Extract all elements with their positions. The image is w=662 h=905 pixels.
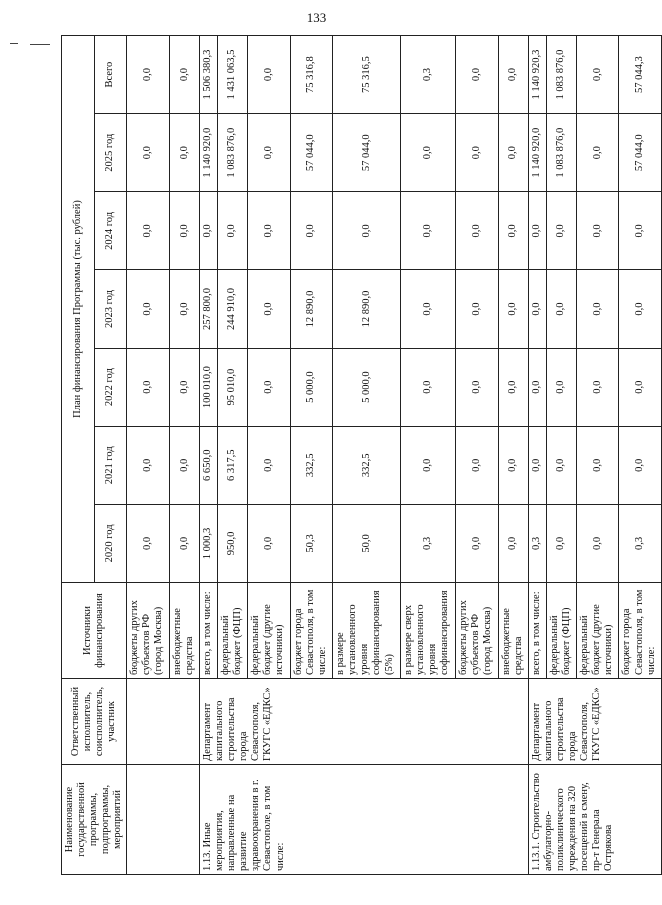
year-value: 0,0	[127, 114, 170, 192]
total-value: 1 431 063,5	[217, 36, 247, 114]
year-value: 332,5	[333, 426, 401, 504]
table-row	[200, 36, 218, 875]
total-value: 0,3	[400, 36, 455, 114]
funding-source: внебюджетные средства	[169, 583, 199, 679]
total-value: 0,0	[169, 36, 199, 114]
year-value: 0,0	[127, 504, 170, 582]
year-value: 0,0	[290, 192, 333, 270]
total-value: 1 083 876,0	[546, 36, 576, 114]
total-value: 0,0	[576, 36, 619, 114]
year-value: 0,0	[546, 504, 576, 582]
year-value: 0,0	[456, 348, 499, 426]
total-value: 0,0	[247, 36, 290, 114]
header-year: 2021 год	[94, 426, 127, 504]
year-value: 0,0	[127, 348, 170, 426]
year-value: 0,0	[169, 270, 199, 348]
header-name: Наименование государственной программы, подпрограммы, мероприятий	[62, 765, 127, 875]
year-value: 0,0	[576, 270, 619, 348]
header-year: 2025 год	[94, 114, 127, 192]
header-sources: Источники финансирования	[62, 583, 127, 679]
header-year: 2020 год	[94, 504, 127, 582]
header-year: 2022 год	[94, 348, 127, 426]
rotated-table-container	[61, 35, 657, 875]
year-value: 6 650,0	[200, 426, 218, 504]
year-value: 57 044,0	[333, 114, 401, 192]
table-row	[127, 36, 170, 875]
year-value: 0,0	[247, 114, 290, 192]
year-value: 0,0	[498, 114, 528, 192]
total-value: 75 316,8	[290, 36, 333, 114]
measure-name: 1.13. Иные мероприятия, направленные на развитие здравоохранения в г. Севастополе, в том числе:	[200, 765, 529, 875]
year-value: 0,0	[576, 348, 619, 426]
year-value: 0,0	[200, 192, 218, 270]
year-value: 0,0	[619, 270, 662, 348]
scan-mark	[10, 43, 18, 44]
year-value: 244 910,0	[217, 270, 247, 348]
year-value: 0,0	[619, 348, 662, 426]
year-value: 0,0	[528, 426, 546, 504]
year-value: 0,0	[528, 270, 546, 348]
year-value: 0,0	[546, 426, 576, 504]
funding-source: бюджет города Севастополя, в том числе:	[619, 583, 662, 679]
financing-table	[61, 35, 662, 875]
year-value: 332,5	[290, 426, 333, 504]
responsible-party: Департамент капитального строительства города Севастополя, ГКУГС «ЕДКС»	[528, 679, 661, 765]
year-value: 1 140 920,0	[200, 114, 218, 192]
year-value: 0,0	[169, 114, 199, 192]
responsible-party	[127, 679, 200, 765]
year-value: 12 890,0	[290, 270, 333, 348]
year-value: 0,0	[247, 426, 290, 504]
year-value: 0,0	[127, 192, 170, 270]
year-value: 0,0	[333, 192, 401, 270]
year-value: 0,0	[546, 192, 576, 270]
year-value: 0,0	[498, 270, 528, 348]
header-row	[62, 36, 95, 875]
year-value: 1 083 876,0	[546, 114, 576, 192]
year-value: 6 317,5	[217, 426, 247, 504]
total-value: 1 140 920,3	[528, 36, 546, 114]
total-value: 57 044,3	[619, 36, 662, 114]
year-value: 12 890,0	[333, 270, 401, 348]
year-value: 1 000,3	[200, 504, 218, 582]
year-value: 1 083 876,0	[217, 114, 247, 192]
year-value: 0,0	[127, 270, 170, 348]
funding-source: бюджеты других субъектов РФ (город Москва)	[456, 583, 499, 679]
funding-source: федеральный бюджет (другие источники)	[576, 583, 619, 679]
year-value: 0,0	[576, 426, 619, 504]
measure-name: 1.13.1. Строительство амбулаторно-поликлинического учреждения на 320 посещений в смену, пр-т Генерала Острякова	[528, 765, 661, 875]
year-value: 57 044,0	[619, 114, 662, 192]
scan-mark	[30, 44, 50, 45]
year-value: 0,0	[576, 192, 619, 270]
year-value: 950,0	[217, 504, 247, 582]
year-value: 0,0	[127, 426, 170, 504]
year-value: 0,0	[400, 348, 455, 426]
funding-source: в размере сверх установленного уровня софинансирования	[400, 583, 455, 679]
measure-name	[127, 765, 200, 875]
year-value: 5 000,0	[290, 348, 333, 426]
header-year: 2023 год	[94, 270, 127, 348]
funding-source: бюджет города Севастополя, в том числе:	[290, 583, 333, 679]
header-responsible: Ответственный исполнитель, соисполнитель, участник	[62, 679, 127, 765]
year-value: 0,0	[619, 192, 662, 270]
year-value: 0,0	[169, 426, 199, 504]
year-value: 0,0	[247, 348, 290, 426]
year-value: 0,0	[169, 192, 199, 270]
year-value: 57 044,0	[290, 114, 333, 192]
year-value: 0,0	[169, 348, 199, 426]
year-value: 0,0	[456, 114, 499, 192]
year-value: 0,0	[456, 192, 499, 270]
year-value: 0,0	[169, 504, 199, 582]
year-value: 100 010,0	[200, 348, 218, 426]
year-value: 0,0	[456, 426, 499, 504]
year-value: 0,0	[247, 192, 290, 270]
header-year: 2024 год	[94, 192, 127, 270]
total-value: 1 506 380,3	[200, 36, 218, 114]
year-value: 0,3	[400, 504, 455, 582]
header-total: Всего	[94, 36, 127, 114]
year-value: 0,0	[498, 504, 528, 582]
funding-source: бюджеты других субъектов РФ (город Москва)	[127, 583, 170, 679]
year-value: 0,3	[619, 504, 662, 582]
year-value: 0,0	[498, 348, 528, 426]
year-value: 0,0	[576, 114, 619, 192]
year-value: 0,0	[528, 192, 546, 270]
year-value: 95 010,0	[217, 348, 247, 426]
table-row	[528, 36, 546, 875]
total-value: 0,0	[456, 36, 499, 114]
funding-source: всего, в том числе:	[200, 583, 218, 679]
total-value: 0,0	[127, 36, 170, 114]
total-value: 75 316,5	[333, 36, 401, 114]
year-value: 0,0	[400, 114, 455, 192]
year-value: 0,0	[456, 270, 499, 348]
year-value: 0,0	[247, 504, 290, 582]
year-value: 0,0	[546, 270, 576, 348]
year-value: 0,0	[498, 192, 528, 270]
year-value: 0,0	[546, 348, 576, 426]
year-value: 0,0	[400, 192, 455, 270]
funding-source: всего, в том числе:	[528, 583, 546, 679]
funding-source: внебюджетные средства	[498, 583, 528, 679]
year-value: 0,0	[456, 504, 499, 582]
year-value: 0,0	[528, 348, 546, 426]
year-value: 0,0	[400, 270, 455, 348]
year-value: 50,3	[290, 504, 333, 582]
year-value: 257 800,0	[200, 270, 218, 348]
funding-source: федеральный бюджет (ФЦП)	[546, 583, 576, 679]
year-value: 0,0	[217, 192, 247, 270]
header-plan: План финансирования Программы (тыс. рублей)	[62, 36, 95, 583]
funding-source: в размере установленного уровня софинансирования (5%)	[333, 583, 401, 679]
year-value: 0,0	[498, 426, 528, 504]
year-value: 0,0	[247, 270, 290, 348]
funding-source: федеральный бюджет (ФЦП)	[217, 583, 247, 679]
table-body	[127, 36, 662, 875]
year-value: 1 140 920,0	[528, 114, 546, 192]
page-number: 133	[306, 10, 327, 25]
year-value: 0,0	[400, 426, 455, 504]
year-value: 0,0	[619, 426, 662, 504]
funding-source: федеральный бюджет (другие источники)	[247, 583, 290, 679]
year-value: 5 000,0	[333, 348, 401, 426]
year-value: 0,3	[528, 504, 546, 582]
responsible-party: Департамент капитального строительства города Севастополя, ГКУГС «ЕДКС»	[200, 679, 529, 765]
year-value: 50,0	[333, 504, 401, 582]
year-value: 0,0	[576, 504, 619, 582]
total-value: 0,0	[498, 36, 528, 114]
